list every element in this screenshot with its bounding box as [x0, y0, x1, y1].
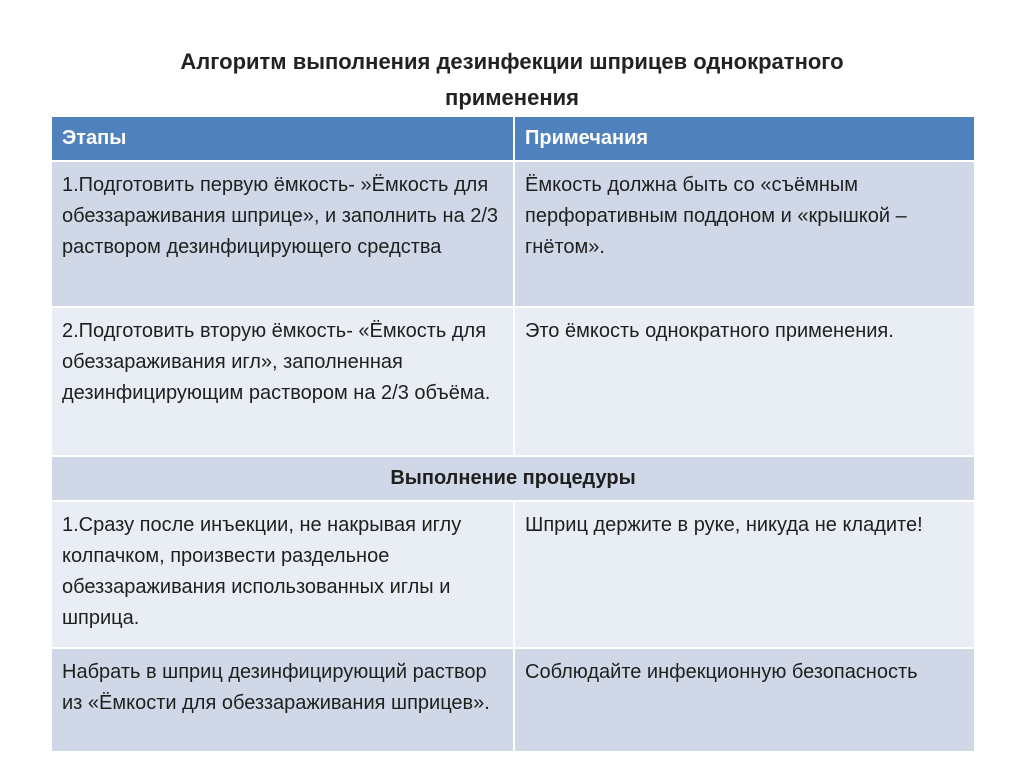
table-row	[51, 648, 975, 752]
note-cell: Ёмкость должна быть со «съёмным перфоративным поддоном и «крышкой – гнётом».	[514, 161, 975, 307]
table-row	[51, 307, 975, 456]
table-header-row	[51, 116, 975, 161]
stage-cell: 1.Подготовить первую ёмкость- »Ёмкость для обеззараживания шприце», и заполнить на 2/3 раствором дезинфицирующего средства	[51, 161, 514, 307]
page-title-line-1: Алгоритм выполнения дезинфекции шприцев однократного	[180, 49, 844, 74]
table-row	[51, 501, 975, 648]
disinfection-algorithm-table	[50, 115, 976, 753]
section-row	[51, 456, 975, 501]
table-row	[51, 161, 975, 307]
page-title	[60, 44, 964, 116]
stage-cell: 1.Сразу после инъекции, не накрывая иглу колпачком, произвести раздельное обеззараживания использованных иглы и шприца.	[51, 501, 514, 648]
column-header-notes: Примечания	[514, 116, 975, 161]
page-title-line-2: применения	[445, 85, 579, 110]
note-cell: Соблюдайте инфекционную безопасность	[514, 648, 975, 752]
note-cell: Это ёмкость однократного применения.	[514, 307, 975, 456]
note-cell: Шприц держите в руке, никуда не кладите!	[514, 501, 975, 648]
section-heading: Выполнение процедуры	[51, 456, 975, 501]
stage-cell: 2.Подготовить вторую ёмкость- «Ёмкость для обеззараживания игл», заполненная дезинфицирующим раствором на 2/3 объёма.	[51, 307, 514, 456]
stage-cell: Набрать в шприц дезинфицирующий раствор из «Ёмкости для обеззараживания шприцев».	[51, 648, 514, 752]
column-header-stages: Этапы	[51, 116, 514, 161]
